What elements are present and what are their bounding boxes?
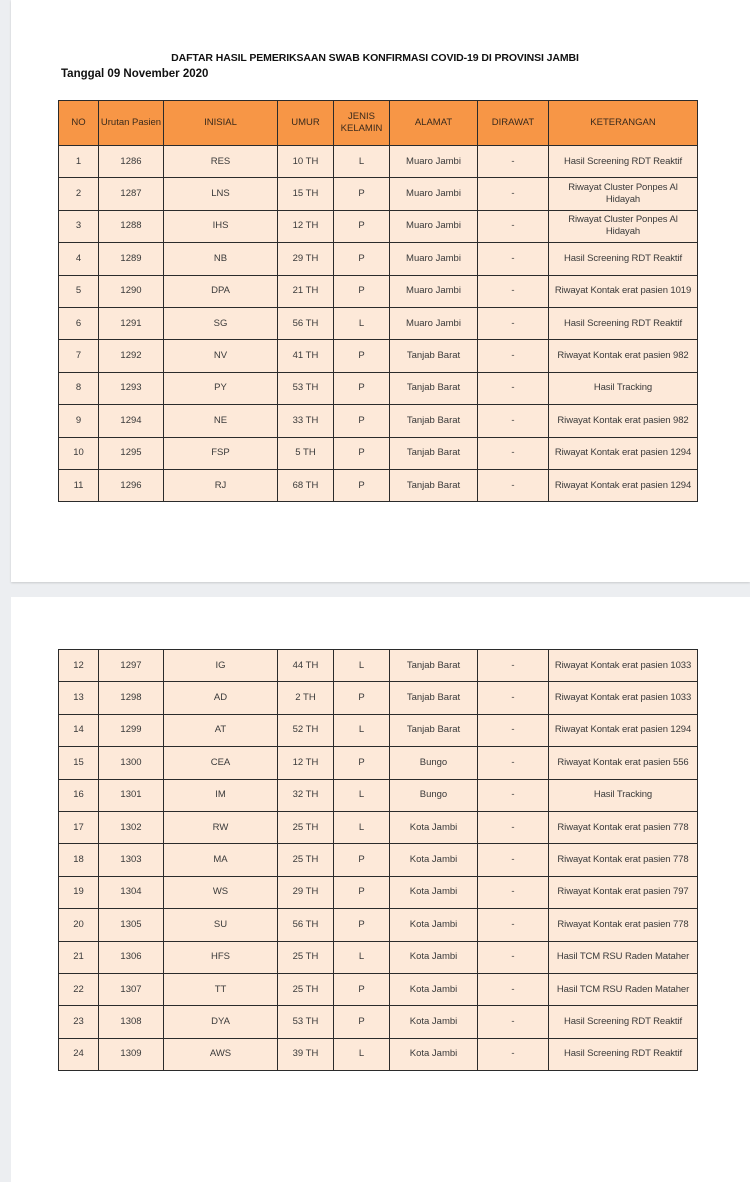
table-row bbox=[59, 405, 698, 437]
cell-dirawat: - bbox=[478, 146, 549, 178]
cell-keterangan: Hasil Screening RDT Reaktif bbox=[549, 1038, 698, 1070]
cell-dirawat: - bbox=[478, 682, 549, 714]
cell-umur: 25 TH bbox=[278, 973, 334, 1005]
cell-alamat: Muaro Jambi bbox=[390, 178, 478, 210]
cell-umur: 53 TH bbox=[278, 1006, 334, 1038]
cell-inisial: RW bbox=[164, 811, 278, 843]
cell-urutan-pasien: 1303 bbox=[99, 844, 164, 876]
cell-dirawat: - bbox=[478, 973, 549, 1005]
cell-umur: 41 TH bbox=[278, 340, 334, 372]
cell-keterangan: Riwayat Kontak erat pasien 556 bbox=[549, 747, 698, 779]
cell-keterangan: Riwayat Kontak erat pasien 778 bbox=[549, 844, 698, 876]
cell-umur: 15 TH bbox=[278, 178, 334, 210]
cell-inisial: FSP bbox=[164, 437, 278, 469]
table-row bbox=[59, 437, 698, 469]
cell-keterangan: Hasil TCM RSU Raden Mataher bbox=[549, 973, 698, 1005]
cell-inisial: NB bbox=[164, 243, 278, 275]
cell-no: 5 bbox=[59, 275, 99, 307]
cell-no: 3 bbox=[59, 210, 99, 242]
cell-umur: 56 TH bbox=[278, 307, 334, 339]
cell-alamat: Tanjab Barat bbox=[390, 714, 478, 746]
cell-inisial: SU bbox=[164, 909, 278, 941]
cell-inisial: SG bbox=[164, 307, 278, 339]
cell-umur: 12 TH bbox=[278, 210, 334, 242]
cell-urutan-pasien: 1292 bbox=[99, 340, 164, 372]
cell-alamat: Kota Jambi bbox=[390, 941, 478, 973]
cell-urutan-pasien: 1290 bbox=[99, 275, 164, 307]
cell-keterangan: Riwayat Kontak erat pasien 1019 bbox=[549, 275, 698, 307]
cell-dirawat: - bbox=[478, 941, 549, 973]
table-row bbox=[59, 909, 698, 941]
cell-jenis-kelamin: L bbox=[334, 650, 390, 682]
cell-umur: 5 TH bbox=[278, 437, 334, 469]
cell-inisial: DYA bbox=[164, 1006, 278, 1038]
cell-jenis-kelamin: P bbox=[334, 844, 390, 876]
cell-jenis-kelamin: L bbox=[334, 714, 390, 746]
cell-no: 11 bbox=[59, 469, 99, 501]
cell-jenis-kelamin: L bbox=[334, 146, 390, 178]
cell-dirawat: - bbox=[478, 372, 549, 404]
header-no: NO bbox=[59, 101, 99, 146]
cell-no: 10 bbox=[59, 437, 99, 469]
cell-keterangan: Riwayat Cluster Ponpes Al Hidayah bbox=[549, 210, 698, 242]
cell-no: 2 bbox=[59, 178, 99, 210]
cell-umur: 29 TH bbox=[278, 243, 334, 275]
header-inisial: INISIAL bbox=[164, 101, 278, 146]
cell-urutan-pasien: 1300 bbox=[99, 747, 164, 779]
cell-alamat: Tanjab Barat bbox=[390, 405, 478, 437]
cell-urutan-pasien: 1286 bbox=[99, 146, 164, 178]
cell-jenis-kelamin: P bbox=[334, 876, 390, 908]
cell-umur: 2 TH bbox=[278, 682, 334, 714]
header-jenis-kelamin: JENIS KELAMIN bbox=[334, 101, 390, 146]
cell-alamat: Muaro Jambi bbox=[390, 275, 478, 307]
cell-jenis-kelamin: P bbox=[334, 469, 390, 501]
cell-urutan-pasien: 1295 bbox=[99, 437, 164, 469]
cell-no: 16 bbox=[59, 779, 99, 811]
cell-inisial: NV bbox=[164, 340, 278, 372]
table-row bbox=[59, 372, 698, 404]
cell-alamat: Tanjab Barat bbox=[390, 340, 478, 372]
cell-dirawat: - bbox=[478, 650, 549, 682]
cell-alamat: Muaro Jambi bbox=[390, 146, 478, 178]
cell-no: 14 bbox=[59, 714, 99, 746]
cell-dirawat: - bbox=[478, 876, 549, 908]
cell-keterangan: Riwayat Kontak erat pasien 1294 bbox=[549, 469, 698, 501]
cell-no: 6 bbox=[59, 307, 99, 339]
cell-keterangan: Riwayat Cluster Ponpes Al Hidayah bbox=[549, 178, 698, 210]
cell-umur: 25 TH bbox=[278, 811, 334, 843]
cell-keterangan: Riwayat Kontak erat pasien 1294 bbox=[549, 437, 698, 469]
cell-inisial: IHS bbox=[164, 210, 278, 242]
cell-urutan-pasien: 1309 bbox=[99, 1038, 164, 1070]
cell-urutan-pasien: 1301 bbox=[99, 779, 164, 811]
document-title: DAFTAR HASIL PEMERIKSAAN SWAB KONFIRMASI COVID-19 DI PROVINSI JAMBI bbox=[171, 52, 579, 64]
cell-keterangan: Riwayat Kontak erat pasien 1033 bbox=[549, 682, 698, 714]
cell-keterangan: Riwayat Kontak erat pasien 778 bbox=[549, 811, 698, 843]
table-body-page-2 bbox=[59, 650, 698, 1071]
cell-keterangan: Hasil Screening RDT Reaktif bbox=[549, 146, 698, 178]
cell-jenis-kelamin: P bbox=[334, 210, 390, 242]
cell-inisial: PY bbox=[164, 372, 278, 404]
cell-umur: 10 TH bbox=[278, 146, 334, 178]
cell-no: 19 bbox=[59, 876, 99, 908]
cell-alamat: Kota Jambi bbox=[390, 1006, 478, 1038]
table-row bbox=[59, 682, 698, 714]
cell-inisial: AWS bbox=[164, 1038, 278, 1070]
cell-no: 13 bbox=[59, 682, 99, 714]
cell-dirawat: - bbox=[478, 747, 549, 779]
cell-jenis-kelamin: L bbox=[334, 307, 390, 339]
cell-urutan-pasien: 1304 bbox=[99, 876, 164, 908]
table-body-page-1 bbox=[59, 146, 698, 502]
header-umur: UMUR bbox=[278, 101, 334, 146]
header-alamat: ALAMAT bbox=[390, 101, 478, 146]
cell-no: 15 bbox=[59, 747, 99, 779]
cell-dirawat: - bbox=[478, 405, 549, 437]
cell-inisial: WS bbox=[164, 876, 278, 908]
cell-urutan-pasien: 1297 bbox=[99, 650, 164, 682]
table-row bbox=[59, 275, 698, 307]
cell-umur: 39 TH bbox=[278, 1038, 334, 1070]
cell-dirawat: - bbox=[478, 340, 549, 372]
cell-alamat: Tanjab Barat bbox=[390, 469, 478, 501]
cell-dirawat: - bbox=[478, 714, 549, 746]
table-row bbox=[59, 178, 698, 210]
cell-urutan-pasien: 1307 bbox=[99, 973, 164, 1005]
results-table-page-2 bbox=[58, 649, 698, 1071]
cell-inisial: IM bbox=[164, 779, 278, 811]
table-row bbox=[59, 941, 698, 973]
cell-jenis-kelamin: P bbox=[334, 437, 390, 469]
cell-umur: 25 TH bbox=[278, 844, 334, 876]
cell-no: 12 bbox=[59, 650, 99, 682]
cell-jenis-kelamin: P bbox=[334, 973, 390, 1005]
cell-urutan-pasien: 1299 bbox=[99, 714, 164, 746]
table-row bbox=[59, 779, 698, 811]
cell-keterangan: Riwayat Kontak erat pasien 982 bbox=[549, 405, 698, 437]
cell-urutan-pasien: 1291 bbox=[99, 307, 164, 339]
cell-umur: 53 TH bbox=[278, 372, 334, 404]
cell-alamat: Muaro Jambi bbox=[390, 307, 478, 339]
cell-keterangan: Riwayat Kontak erat pasien 778 bbox=[549, 909, 698, 941]
cell-jenis-kelamin: L bbox=[334, 779, 390, 811]
cell-inisial: MA bbox=[164, 844, 278, 876]
cell-no: 9 bbox=[59, 405, 99, 437]
cell-dirawat: - bbox=[478, 1038, 549, 1070]
table-row bbox=[59, 747, 698, 779]
cell-inisial: RJ bbox=[164, 469, 278, 501]
cell-umur: 32 TH bbox=[278, 779, 334, 811]
document-date: Tanggal 09 November 2020 bbox=[61, 68, 209, 80]
cell-inisial: AD bbox=[164, 682, 278, 714]
table-row bbox=[59, 876, 698, 908]
cell-alamat: Tanjab Barat bbox=[390, 372, 478, 404]
table-row bbox=[59, 210, 698, 242]
table-row bbox=[59, 146, 698, 178]
cell-no: 23 bbox=[59, 1006, 99, 1038]
cell-keterangan: Hasil Tracking bbox=[549, 779, 698, 811]
cell-umur: 12 TH bbox=[278, 747, 334, 779]
cell-dirawat: - bbox=[478, 1006, 549, 1038]
cell-dirawat: - bbox=[478, 844, 549, 876]
cell-dirawat: - bbox=[478, 469, 549, 501]
cell-alamat: Muaro Jambi bbox=[390, 210, 478, 242]
table-row bbox=[59, 973, 698, 1005]
cell-jenis-kelamin: P bbox=[334, 405, 390, 437]
cell-jenis-kelamin: P bbox=[334, 178, 390, 210]
cell-dirawat: - bbox=[478, 811, 549, 843]
cell-keterangan: Riwayat Kontak erat pasien 1294 bbox=[549, 714, 698, 746]
cell-jenis-kelamin: P bbox=[334, 243, 390, 275]
cell-dirawat: - bbox=[478, 275, 549, 307]
table-row bbox=[59, 714, 698, 746]
cell-alamat: Kota Jambi bbox=[390, 1038, 478, 1070]
results-table-page-1 bbox=[58, 100, 698, 502]
table-row bbox=[59, 1038, 698, 1070]
cell-umur: 68 TH bbox=[278, 469, 334, 501]
table-row bbox=[59, 307, 698, 339]
cell-alamat: Bungo bbox=[390, 779, 478, 811]
cell-keterangan: Hasil Screening RDT Reaktif bbox=[549, 243, 698, 275]
cell-dirawat: - bbox=[478, 909, 549, 941]
cell-urutan-pasien: 1288 bbox=[99, 210, 164, 242]
header-keterangan: KETERANGAN bbox=[549, 101, 698, 146]
cell-umur: 33 TH bbox=[278, 405, 334, 437]
cell-urutan-pasien: 1287 bbox=[99, 178, 164, 210]
cell-inisial: RES bbox=[164, 146, 278, 178]
cell-urutan-pasien: 1305 bbox=[99, 909, 164, 941]
cell-keterangan: Riwayat Kontak erat pasien 982 bbox=[549, 340, 698, 372]
table-row bbox=[59, 844, 698, 876]
cell-keterangan: Hasil Screening RDT Reaktif bbox=[549, 1006, 698, 1038]
table-row bbox=[59, 811, 698, 843]
cell-no: 20 bbox=[59, 909, 99, 941]
cell-keterangan: Riwayat Kontak erat pasien 1033 bbox=[549, 650, 698, 682]
cell-jenis-kelamin: P bbox=[334, 909, 390, 941]
cell-dirawat: - bbox=[478, 178, 549, 210]
cell-umur: 25 TH bbox=[278, 941, 334, 973]
cell-alamat: Tanjab Barat bbox=[390, 682, 478, 714]
cell-urutan-pasien: 1289 bbox=[99, 243, 164, 275]
table-row bbox=[59, 1006, 698, 1038]
cell-urutan-pasien: 1294 bbox=[99, 405, 164, 437]
table-row bbox=[59, 243, 698, 275]
cell-jenis-kelamin: P bbox=[334, 275, 390, 307]
cell-inisial: NE bbox=[164, 405, 278, 437]
cell-alamat: Kota Jambi bbox=[390, 844, 478, 876]
cell-dirawat: - bbox=[478, 779, 549, 811]
cell-dirawat: - bbox=[478, 437, 549, 469]
cell-umur: 56 TH bbox=[278, 909, 334, 941]
cell-alamat: Kota Jambi bbox=[390, 811, 478, 843]
cell-alamat: Kota Jambi bbox=[390, 909, 478, 941]
cell-no: 21 bbox=[59, 941, 99, 973]
cell-no: 7 bbox=[59, 340, 99, 372]
table-row bbox=[59, 469, 698, 501]
cell-jenis-kelamin: L bbox=[334, 811, 390, 843]
cell-alamat: Muaro Jambi bbox=[390, 243, 478, 275]
cell-jenis-kelamin: L bbox=[334, 1038, 390, 1070]
cell-jenis-kelamin: P bbox=[334, 682, 390, 714]
header-urutan-pasien: Urutan Pasien bbox=[99, 101, 164, 146]
cell-dirawat: - bbox=[478, 243, 549, 275]
cell-keterangan: Hasil Tracking bbox=[549, 372, 698, 404]
cell-dirawat: - bbox=[478, 307, 549, 339]
cell-inisial: AT bbox=[164, 714, 278, 746]
cell-alamat: Tanjab Barat bbox=[390, 650, 478, 682]
table-row bbox=[59, 650, 698, 682]
document-page-1 bbox=[11, 0, 750, 582]
table-row bbox=[59, 340, 698, 372]
cell-umur: 44 TH bbox=[278, 650, 334, 682]
cell-jenis-kelamin: P bbox=[334, 747, 390, 779]
cell-alamat: Kota Jambi bbox=[390, 876, 478, 908]
cell-inisial: TT bbox=[164, 973, 278, 1005]
cell-inisial: CEA bbox=[164, 747, 278, 779]
cell-alamat: Kota Jambi bbox=[390, 973, 478, 1005]
cell-jenis-kelamin: P bbox=[334, 1006, 390, 1038]
document-page-2 bbox=[11, 597, 750, 1182]
header-dirawat: DIRAWAT bbox=[478, 101, 549, 146]
cell-dirawat: - bbox=[478, 210, 549, 242]
cell-keterangan: Hasil TCM RSU Raden Mataher bbox=[549, 941, 698, 973]
cell-urutan-pasien: 1296 bbox=[99, 469, 164, 501]
cell-inisial: DPA bbox=[164, 275, 278, 307]
cell-no: 18 bbox=[59, 844, 99, 876]
cell-urutan-pasien: 1308 bbox=[99, 1006, 164, 1038]
cell-no: 1 bbox=[59, 146, 99, 178]
cell-umur: 21 TH bbox=[278, 275, 334, 307]
cell-keterangan: Riwayat Kontak erat pasien 797 bbox=[549, 876, 698, 908]
cell-inisial: LNS bbox=[164, 178, 278, 210]
cell-urutan-pasien: 1302 bbox=[99, 811, 164, 843]
cell-no: 17 bbox=[59, 811, 99, 843]
cell-urutan-pasien: 1298 bbox=[99, 682, 164, 714]
cell-alamat: Bungo bbox=[390, 747, 478, 779]
cell-inisial: HFS bbox=[164, 941, 278, 973]
cell-umur: 29 TH bbox=[278, 876, 334, 908]
cell-no: 8 bbox=[59, 372, 99, 404]
cell-no: 4 bbox=[59, 243, 99, 275]
cell-no: 24 bbox=[59, 1038, 99, 1070]
cell-jenis-kelamin: L bbox=[334, 941, 390, 973]
cell-inisial: IG bbox=[164, 650, 278, 682]
cell-jenis-kelamin: P bbox=[334, 372, 390, 404]
cell-jenis-kelamin: P bbox=[334, 340, 390, 372]
table-header-row bbox=[59, 101, 698, 146]
cell-urutan-pasien: 1306 bbox=[99, 941, 164, 973]
cell-no: 22 bbox=[59, 973, 99, 1005]
cell-keterangan: Hasil Screening RDT Reaktif bbox=[549, 307, 698, 339]
cell-umur: 52 TH bbox=[278, 714, 334, 746]
cell-urutan-pasien: 1293 bbox=[99, 372, 164, 404]
cell-alamat: Tanjab Barat bbox=[390, 437, 478, 469]
